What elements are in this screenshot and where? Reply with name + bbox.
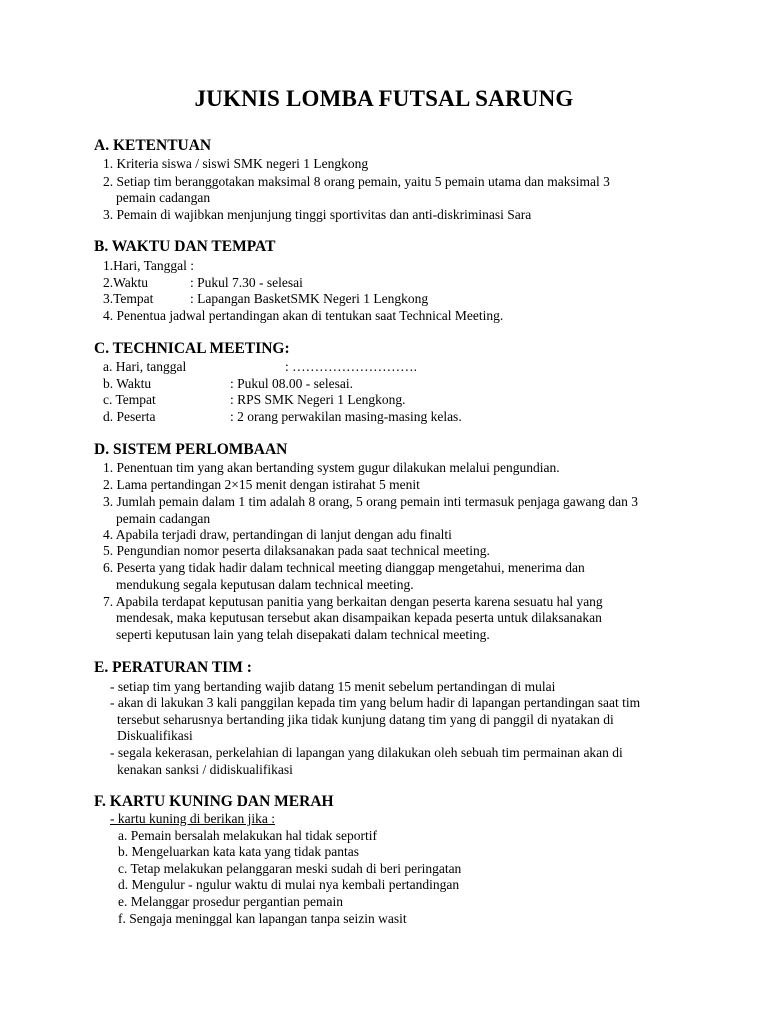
section-d-item-4: 4. Apabila terjadi draw, pertandingan di lanjut dengan adu finalti — [103, 527, 452, 542]
section-d-item-5: 5. Pengundian nomor peserta dilaksanakan pada saat technical meeting. — [103, 543, 490, 558]
section-f-item-f: f. Sengaja meninggal kan lapangan tanpa seizin wasit — [118, 911, 407, 926]
section-e-item-2-cont-1: tersebut seharusnya bertanding jika tidak kunjung datang tim yang di panggil di nyatakan di — [117, 712, 614, 727]
section-b-item-4: 4. Penentua jadwal pertandingan akan di tentukan saat Technical Meeting. — [103, 308, 504, 323]
section-c-item-b-value: : Pukul 08.00 - selesai. — [230, 376, 353, 391]
section-c-item-c-label: c. Tempat — [103, 392, 156, 407]
section-f-item-d: d. Mengulur - ngulur waktu di mulai nya kembali pertandingan — [118, 877, 460, 892]
page-title: JUKNIS LOMBA FUTSAL SARUNG — [194, 86, 574, 111]
section-d-item-1: 1. Penentuan tim yang akan bertanding system gugur dilakukan melalui pengundian. — [103, 460, 560, 475]
section-e-item-2-cont-2: Diskualifikasi — [117, 728, 193, 743]
section-f-item-e: e. Melanggar prosedur pergantian pemain — [118, 894, 344, 909]
section-b-item-2-label: 2.Waktu — [103, 275, 149, 290]
section-f-subheading: - kartu kuning di berikan jika : — [110, 811, 275, 826]
section-b-item-2 — [103, 275, 303, 291]
section-c-item-d-label: d. Peserta — [103, 409, 156, 424]
section-f-heading: F. KARTU KUNING DAN MERAH — [94, 793, 334, 810]
section-a-heading: A. KETENTUAN — [94, 137, 212, 154]
section-c-item-b-label: b. Waktu — [103, 376, 152, 391]
section-e-item-3: - segala kekerasan, perkelahian di lapangan yang dilakukan oleh sebuah tim permainan akan di — [110, 745, 623, 760]
section-d-heading: D. SISTEM PERLOMBAAN — [94, 441, 288, 458]
section-f-item-c: c. Tetap melakukan pelanggaran meski sudah di beri peringatan — [118, 861, 462, 876]
section-c-item-a-value: : ………………………. — [285, 359, 418, 374]
section-b-item-3 — [103, 291, 428, 307]
section-b-item-3-label: 3.Tempat — [103, 291, 154, 306]
section-f-item-b: b. Mengeluarkan kata kata yang tidak pantas — [118, 844, 360, 859]
section-c-item-a — [103, 359, 417, 375]
section-c-item-a-label: a. Hari, tanggal — [103, 359, 187, 374]
section-a-item-1: 1. Kriteria siswa / siswi SMK negeri 1 Lengkong — [103, 156, 369, 171]
section-f-item-a: a. Pemain bersalah melakukan hal tidak seportif — [118, 828, 378, 843]
section-e-heading: E. PERATURAN TIM : — [94, 659, 252, 676]
section-d-item-7: 7. Apabila terdapat keputusan panitia yang berkaitan dengan peserta karena sesuatu hal yang — [103, 594, 603, 609]
section-b-item-1: 1.Hari, Tanggal : — [103, 258, 195, 273]
section-b-item-2-value: : Pukul 7.30 - selesai — [190, 275, 303, 290]
section-c-heading: C. TECHNICAL MEETING: — [94, 340, 290, 357]
section-e-item-2: - akan di lakukan 3 kali panggilan kepada tim yang belum hadir di lapangan pertandingan saat tim — [110, 695, 641, 710]
section-a-item-2: 2. Setiap tim beranggotakan maksimal 8 orang pemain, yaitu 5 pemain utama dan maksimal 3 — [103, 174, 610, 189]
section-d-item-6: 6. Peserta yang tidak hadir dalam technical meeting dianggap mengetahui, menerima dan — [103, 560, 585, 575]
section-b-item-3-value: : Lapangan BasketSMK Negeri 1 Lengkong — [190, 291, 429, 306]
section-d-item-7-cont-2: seperti keputusan lain yang telah disepakati dalam technical meeting. — [116, 627, 490, 642]
section-c-item-c-value: : RPS SMK Negeri 1 Lengkong. — [230, 392, 406, 407]
section-d-item-3-cont: pemain cadangan — [116, 511, 211, 526]
section-d-item-6-cont: mendukung segala keputusan dalam technical meeting. — [116, 577, 414, 592]
section-e-item-1: - setiap tim yang bertanding wajib datang 15 menit sebelum pertandingan di mulai — [110, 679, 556, 694]
section-b-heading: B. WAKTU DAN TEMPAT — [94, 238, 276, 255]
section-d-item-2: 2. Lama pertandingan 2×15 menit dengan istirahat 5 menit — [103, 477, 420, 492]
section-a-item-2-cont: pemain cadangan — [116, 190, 211, 205]
section-a-item-3: 3. Pemain di wajibkan menjunjung tinggi sportivitas dan anti-diskriminasi Sara — [103, 207, 532, 222]
section-e-item-3-cont: kenakan sanksi / didiskualifikasi — [117, 762, 293, 777]
section-c-item-d — [103, 409, 462, 425]
section-c-item-c — [103, 392, 406, 408]
section-c-item-b — [103, 376, 353, 392]
section-d-item-3: 3. Jumlah pemain dalam 1 tim adalah 8 orang, 5 orang pemain inti termasuk penjaga gawang dan 3 — [103, 494, 638, 509]
section-c-item-d-value: : 2 orang perwakilan masing-masing kelas. — [230, 409, 462, 424]
section-d-item-7-cont-1: mendesak, maka keputusan tersebut akan disampaikan kepada peserta untuk dilaksanakan — [116, 610, 602, 625]
